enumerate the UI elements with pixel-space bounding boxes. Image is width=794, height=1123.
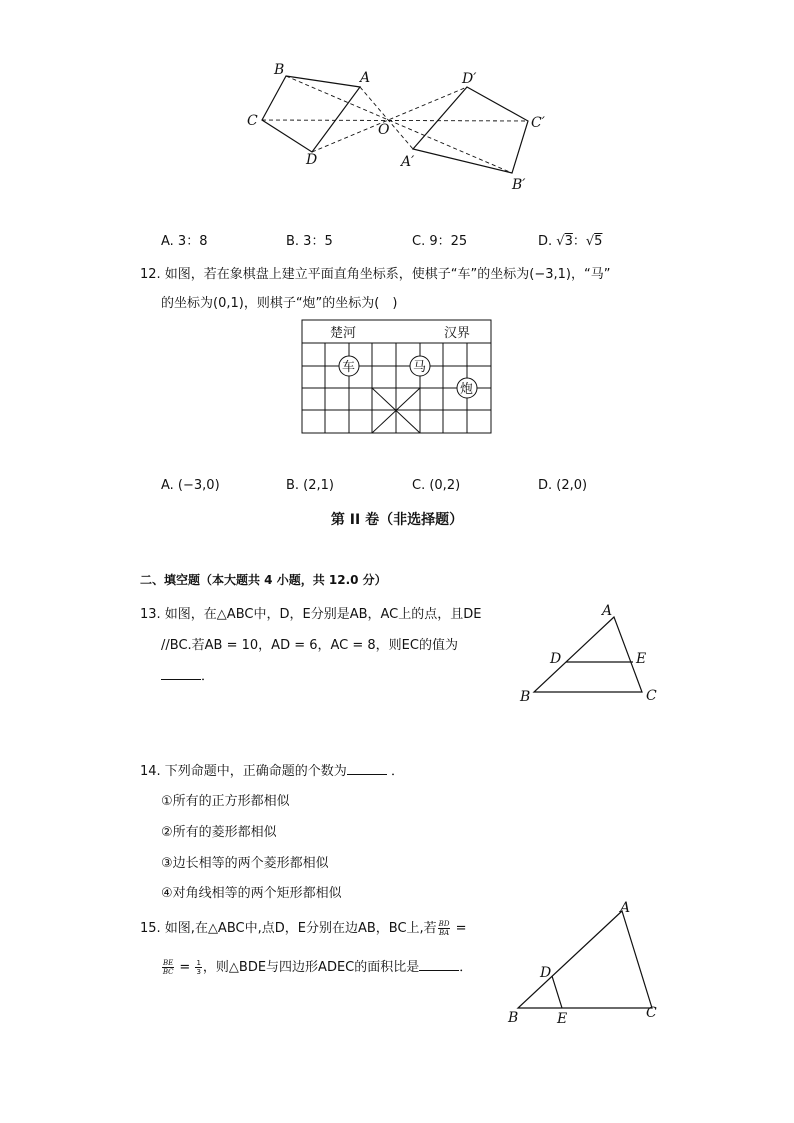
- label-C: C: [247, 113, 258, 129]
- piece-ma: [410, 356, 430, 376]
- q15-fraction-bd-ba: [438, 920, 451, 937]
- q12-option-a[interactable]: A. (−3,0): [161, 478, 220, 493]
- q15-fraction-be-bc: [162, 959, 174, 976]
- q13-period: ．: [201, 669, 215, 684]
- quad-a'b'c'd': [413, 87, 528, 173]
- q13-label-C: C: [646, 688, 657, 704]
- q15-label-A: A: [620, 900, 631, 916]
- q14-item-3: ③边长相等的两个菱形都相似: [161, 856, 329, 871]
- label-B: B: [274, 62, 285, 78]
- label-O: O: [378, 122, 390, 138]
- q15-frac3-den: 3: [196, 968, 201, 976]
- q15-label-B: B: [508, 1010, 519, 1026]
- q15-line2: [161, 956, 472, 976]
- q15-line1: [140, 917, 466, 937]
- sqrt-sign: √: [556, 234, 565, 249]
- q14-answer-blank[interactable]: [347, 762, 387, 775]
- q15-frac2-num: BE: [163, 959, 174, 967]
- q11-option-c[interactable]: C. 9：25: [412, 234, 468, 249]
- q12-option-b[interactable]: B. (2,1): [286, 478, 335, 493]
- q13-label-D: D: [550, 651, 562, 667]
- quad-abcd: [262, 76, 360, 152]
- q15-label-C: C: [646, 1005, 657, 1021]
- q11-root-1: 3: [564, 234, 573, 249]
- figure-q13: [515, 600, 665, 705]
- figure-q11: [240, 60, 560, 200]
- river-text-right: 汉界: [444, 326, 471, 341]
- q12-option-c[interactable]: C. (0,2): [412, 478, 461, 493]
- q13-line2: //BC.若AB = 10，AD = 6，AC = 8，则EC的值为: [161, 638, 458, 653]
- q11-option-a[interactable]: A. 3：8: [161, 234, 208, 249]
- q15-label-D: D: [540, 965, 552, 981]
- q14-item-2: ②所有的菱形都相似: [161, 825, 277, 840]
- q13-line3: [161, 665, 214, 684]
- q15-answer-blank[interactable]: [419, 958, 459, 971]
- piece-pao: [457, 378, 477, 398]
- figure-q15: [500, 895, 670, 1030]
- q13-label-A: A: [602, 603, 613, 619]
- label-A-prime: A′: [401, 154, 415, 170]
- q13-line1: 13. 如图，在△ABC中，D，E分别是AB，AC上的点，且DE: [140, 607, 482, 622]
- q15-period: ．: [459, 960, 473, 975]
- sqrt-sign: √: [585, 234, 595, 249]
- q12-line1: 12. 如图，若在象棋盘上建立平面直角坐标系，使棋子“车”的坐标为(−3,1)，“马”: [140, 267, 611, 282]
- piece-che-label: 车: [342, 360, 356, 375]
- section-fill-in: 二、填空题（本大题共 4 小题，共 12.0 分）: [140, 573, 387, 587]
- q12-option-d[interactable]: D. (2,0): [538, 478, 588, 493]
- q15-equals-2: =: [175, 960, 195, 975]
- q15-frac2-den: BC: [162, 968, 174, 976]
- q15-equals: =: [451, 921, 467, 936]
- q14-item-4: ④对角线相等的两个矩形都相似: [161, 886, 342, 901]
- q11-ratio-sep: ：: [572, 234, 586, 249]
- q15-label-E: E: [557, 1011, 568, 1027]
- label-D: D: [306, 152, 318, 168]
- q15-fraction-one-third: [195, 959, 201, 976]
- q11-root-2: 5: [594, 234, 603, 249]
- label-C-prime: C′: [531, 115, 545, 131]
- q15-question: ，则△BDE与四边形ADEC的面积比是: [202, 960, 420, 975]
- q15-frac3-num: 1: [196, 959, 201, 967]
- q14-item-1: ①所有的正方形都相似: [161, 794, 290, 809]
- q14-period: ．: [386, 764, 404, 779]
- q13-answer-blank[interactable]: [161, 667, 201, 680]
- piece-che: [339, 356, 359, 376]
- q11-option-d-prefix: D.: [538, 234, 557, 249]
- label-D-prime: D′: [462, 71, 477, 87]
- q14-stem: 14. 下列命题中，正确命题的个数为: [140, 764, 347, 779]
- q14-line1: [140, 760, 404, 779]
- q12-line2: 的坐标为(0,1)，则棋子“炮”的坐标为( ): [161, 296, 398, 311]
- q13-label-E: E: [636, 651, 647, 667]
- dashed-lines: [262, 76, 528, 173]
- q15-stem: 15. 如图,在△ABC中,点D，E分别在边AB，BC上,若: [140, 921, 437, 936]
- q13-label-B: B: [520, 689, 531, 705]
- label-A: A: [360, 70, 371, 86]
- piece-pao-label: 炮: [460, 382, 474, 397]
- label-B-prime: B′: [512, 177, 526, 193]
- q15-frac1-num: BD: [438, 920, 450, 928]
- q15-frac1-den: BA: [438, 929, 450, 937]
- chess-board: [300, 318, 494, 436]
- part-2-title: 第 II 卷（非选择题）: [330, 512, 464, 528]
- q11-option-b[interactable]: B. 3：5: [286, 234, 333, 249]
- q11-option-d[interactable]: [538, 230, 602, 249]
- piece-ma-label: 马: [413, 360, 427, 375]
- river-text-left: 楚河: [330, 326, 357, 341]
